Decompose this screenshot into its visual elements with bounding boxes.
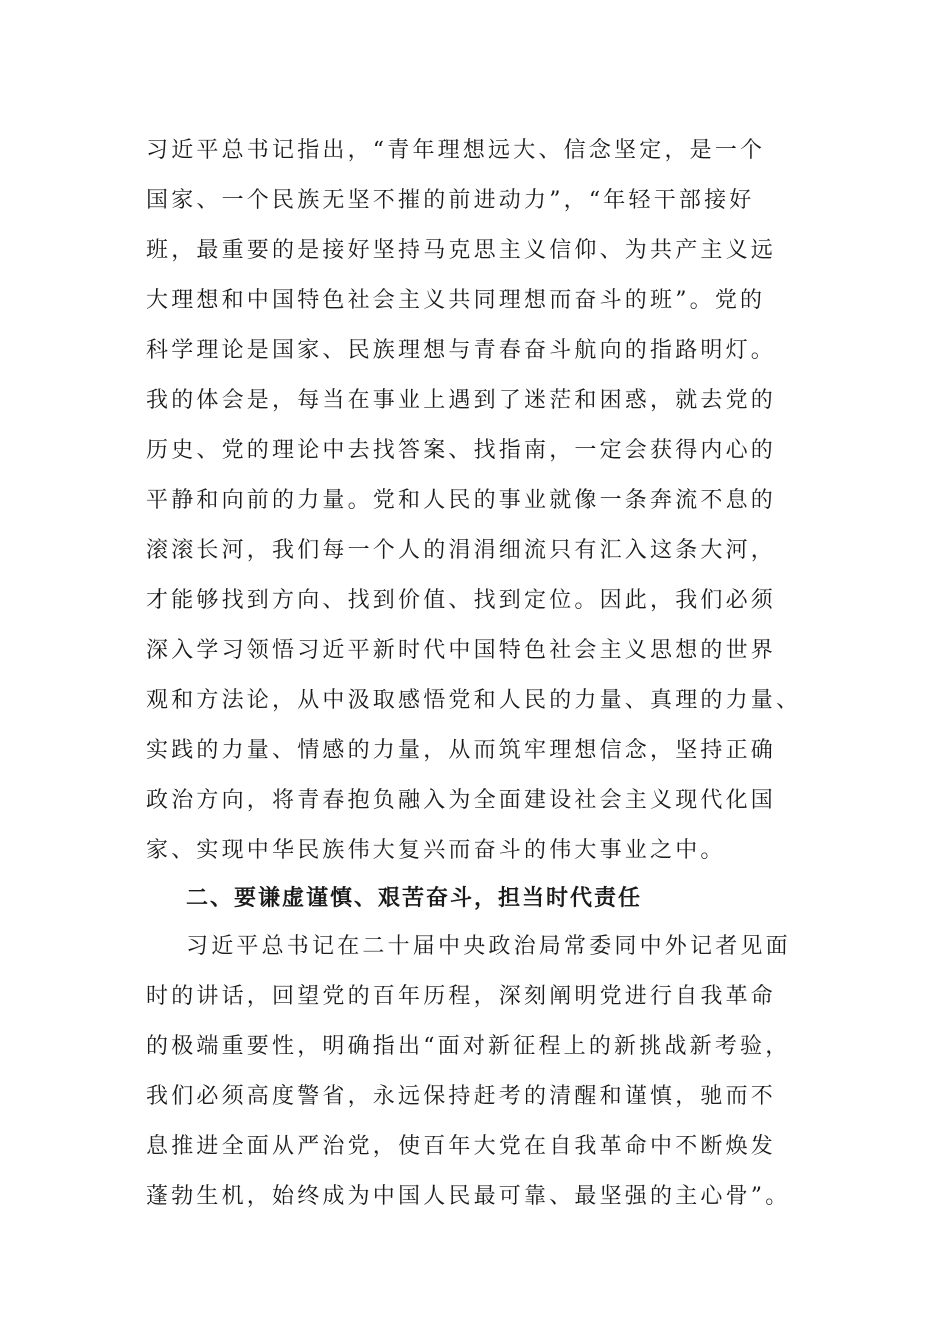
paragraph-line: 深入学习领悟习近平新时代中国特色社会主义思想的世界: [146, 638, 777, 663]
paragraph-line: 观和方法论，从中汲取感悟党和人民的力量、真理的力量、: [146, 688, 802, 713]
paragraph-line: 的极端重要性，明确指出“面对新征程上的新挑战新考验，: [146, 1034, 791, 1059]
paragraph-line: 时的讲话，回望党的百年历程，深刻阐明党进行自我革命: [146, 984, 777, 1009]
paragraph-line: 家、实现中华民族伟大复兴而奋斗的伟大事业之中。: [146, 838, 726, 863]
section-heading: 二、要谦虚谨慎、艰苦奋斗，担当时代责任: [186, 886, 643, 911]
paragraph-line: 我们必须高度警省，永远保持赶考的清醒和谨慎，驰而不: [146, 1084, 777, 1109]
paragraph-line: 班，最重要的是接好坚持马克思主义信仰、为共产主义远: [146, 238, 777, 263]
paragraph-line: 政治方向，将青春抱负融入为全面建设社会主义现代化国: [146, 788, 777, 813]
paragraph-line: 实践的力量、情感的力量，从而筑牢理想信念，坚持正确: [146, 738, 777, 763]
paragraph-line: 科学理论是国家、民族理想与青春奋斗航向的指路明灯。: [146, 338, 777, 363]
paragraph-line: 蓬勃生机，始终成为中国人民最可靠、最坚强的主心骨”。: [146, 1184, 791, 1209]
paragraph-line: 平静和向前的力量。党和人民的事业就像一条奔流不息的: [146, 488, 777, 513]
paragraph-line: 滚滚长河，我们每一个人的涓涓细流只有汇入这条大河，: [146, 538, 777, 563]
paragraph-line: 才能够找到方向、找到价值、找到定位。因此，我们必须: [146, 588, 777, 613]
paragraph-line: 习近平总书记在二十届中央政治局常委同中外记者见面: [186, 934, 791, 959]
paragraph-line: 大理想和中国特色社会主义共同理想而奋斗的班”。党的: [146, 288, 766, 313]
paragraph-line: 习近平总书记指出，“青年理想远大、信念坚定，是一个: [146, 138, 766, 163]
paragraph-line: 息推进全面从严治党，使百年大党在自我革命中不断焕发: [146, 1134, 777, 1159]
paragraph-line: 国家、一个民族无坚不摧的前进动力”，“年轻干部接好: [146, 188, 755, 213]
paragraph-line: 我的体会是，每当在事业上遇到了迷茫和困惑，就去党的: [146, 388, 777, 413]
paragraph-line: 历史、党的理论中去找答案、找指南，一定会获得内心的: [146, 438, 777, 463]
